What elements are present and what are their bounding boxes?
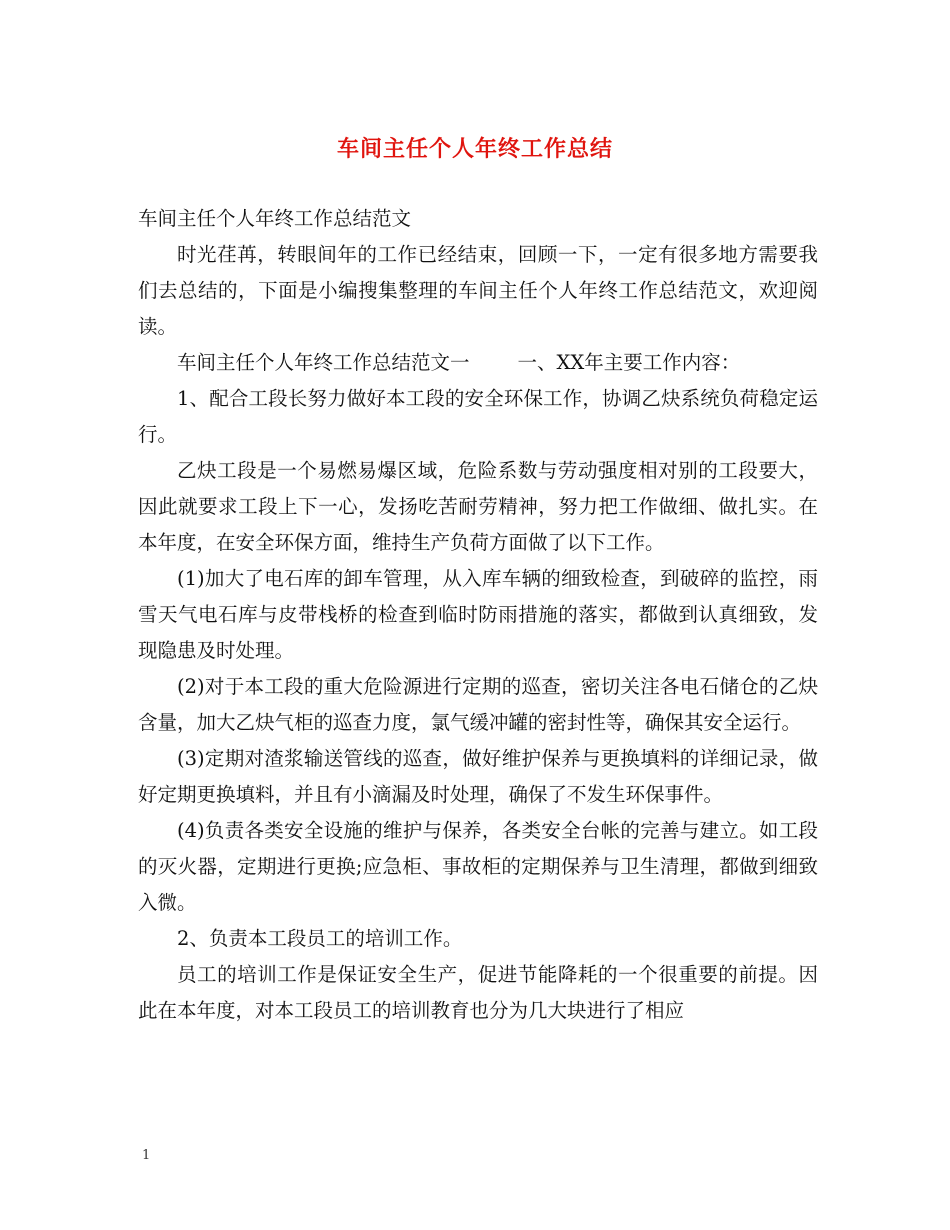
paragraph-intro: 时光荏苒，转眼间年的工作已经结束，回顾一下，一定有很多地方需要我们去总结的，下面是小编搜集整理的车间主任个人年终工作总结范文，欢迎阅读。 bbox=[138, 243, 818, 338]
section-heading-example-one: 车间主任个人年终工作总结范文一 bbox=[177, 351, 470, 374]
paragraph-subitem-2: (2)对于本工段的重大危险源进行定期的巡查，密切关注各电石储仓的乙炔含量，加大乙炔气柜的巡查力度，氯气缓冲罐的密封性等，确保其安全运行。 bbox=[138, 675, 818, 734]
page-number: 1 bbox=[142, 1148, 151, 1163]
paragraph-heading-line bbox=[138, 345, 818, 381]
section-heading-main-work: 一、XX年主要工作内容： bbox=[517, 351, 741, 374]
paragraph-item-2: 2、负责本工段员工的培训工作。 bbox=[177, 927, 463, 950]
paragraph-subitem-3: (3)定期对渣浆输送管线的巡查，做好维护保养与更换填料的详细记录，做好定期更换填料，并且有小滴漏及时处理，确保了不发生环保事件。 bbox=[138, 747, 818, 806]
paragraph-item-1: 1、配合工段长努力做好本工段的安全环保工作，协调乙炔系统负荷稳定运行。 bbox=[138, 387, 818, 446]
document-body bbox=[138, 201, 818, 1029]
paragraph-training: 员工的培训工作是保证安全生产，促进节能降耗的一个很重要的前提。因此在本年度，对本工段员工的培训教育也分为几大块进行了相应 bbox=[138, 963, 818, 1022]
document-title: 车间主任个人年终工作总结 bbox=[336, 136, 613, 162]
paragraph-acetylene-section: 乙炔工段是一个易燃易爆区域，危险系数与劳动强度相对别的工段要大，因此就要求工段上下一心，发扬吃苦耐劳精神，努力把工作做细、做扎实。在本年度，在安全环保方面，维持生产负荷方面做了以下工作。 bbox=[138, 459, 818, 554]
paragraph-subitem-4: (4)负责各类安全设施的维护与保养，各类安全台帐的完善与建立。如工段的灭火器，定期进行更换;应急柜、事故柜的定期保养与卫生清理，都做到细致入微。 bbox=[138, 819, 818, 914]
document-subtitle: 车间主任个人年终工作总结范文 bbox=[138, 207, 412, 230]
paragraph-subitem-1: (1)加大了电石库的卸车管理，从入库车辆的细致检查，到破碎的监控，雨雪天气电石库与皮带栈桥的检查到临时防雨措施的落实，都做到认真细致，发现隐患及时处理。 bbox=[138, 567, 818, 662]
